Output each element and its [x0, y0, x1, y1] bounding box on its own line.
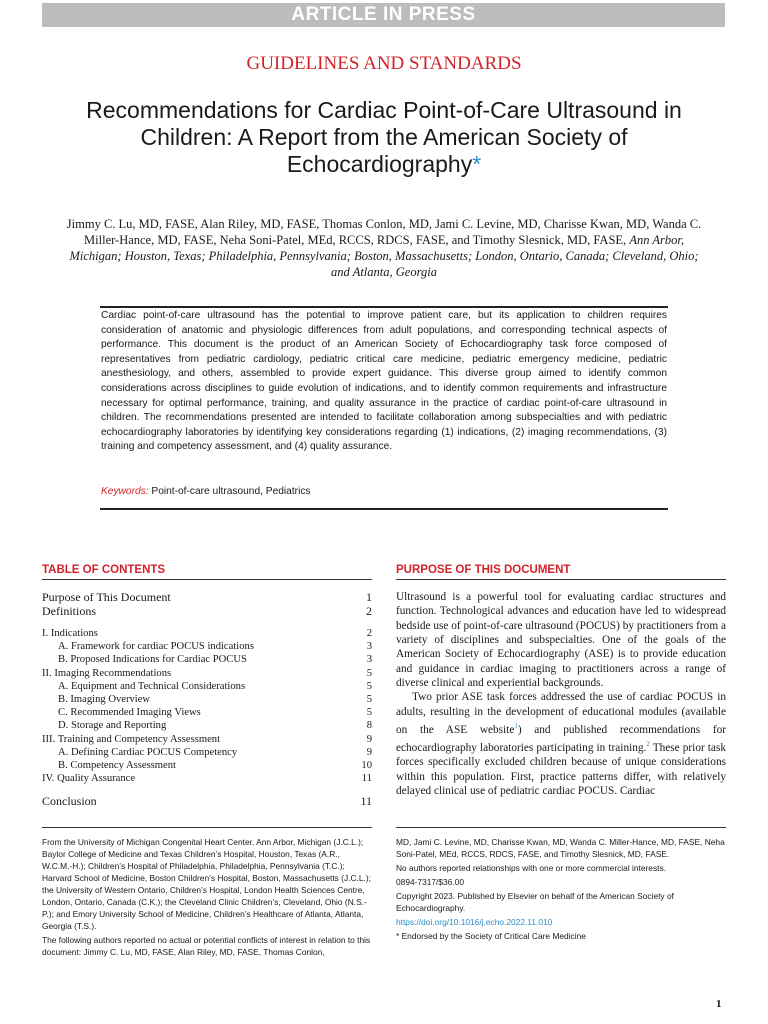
footnote-rule-right — [396, 827, 726, 828]
footnote-rule-left — [42, 827, 372, 828]
article-in-press-banner: ARTICLE IN PRESS — [42, 3, 725, 27]
doi-link[interactable]: https://doi.org/10.1016/j.echo.2022.11.010 — [396, 917, 553, 927]
footnotes-left — [42, 836, 372, 960]
author-names: Jimmy C. Lu, MD, FASE, Alan Riley, MD, FASE, Thomas Conlon, MD, Jami C. Levine, MD, Charisse Kwan, MD, Wanda C. Miller-Hance, MD, FASE, Neha Soni-Patel, MEd, RCCS, RDCS, FASE, and Timothy Slesnick, MD, FASE, — [66, 217, 702, 247]
page-number: 1 — [716, 998, 722, 1010]
toc-entry[interactable]: B. Proposed Indications for Cardiac POCUS 3 — [58, 654, 372, 666]
toc-entry[interactable]: Definitions 2 — [42, 604, 372, 618]
issn: 0894-7317/$36.00 — [396, 877, 464, 887]
toc-entry[interactable]: I. Indications 2 — [42, 628, 372, 639]
table-of-contents — [42, 590, 372, 808]
purpose-paragraph-2: Two prior ASE task forces addressed the use of cardiac POCUS in adults, resulting in the development of educational modules (available on the ASE website$^1$) and published recommendations for echocardiography laboratories participating in training.$^2$ These prior task forces specifically excluded children because of unique considerations within this population. First, practice patterns differ, with relatively delayed clinical use of pediatric cardiac POCUS. Cardiac — [396, 691, 726, 797]
abstract: Cardiac point-of-care ultrasound has the potential to improve patient care, but its application to children requires consideration of anatomic and physiologic differences from adult populations, and corresponding technical aspects of performance. This document is the product of an American Society of Echocardiography task force composed of representatives from pediatric cardiology, pediatric critical care medicine, pediatric emergency medicine, pediatric anesthesiology, and others, assembled to provide expert guidance. This diverse group aimed to identify common considerations across disciplines to guide evolution of indications, and to identify common requirements and infrastructure necessary for optimal performance, training, and quality assurance in the practice of cardiac point-of-care ultrasound in children. The recommendations presented are intended to facilitate collaboration among subspecialties and with pediatric echocardiography laboratories by identifying key considerations regarding (1) indications, (2) imaging recommendations, (3) training and competency assessment, and (4) quality assurance. — [101, 310, 667, 453]
toc-entry[interactable]: B. Competency Assessment 10 — [58, 760, 372, 772]
toc-heading: TABLE OF CONTENTS — [42, 564, 166, 576]
footnotes-right — [396, 836, 726, 944]
author-list — [60, 216, 708, 280]
author-locations: Ann Arbor, Michigan; Houston, Texas; Philadelphia, Pennsylvania; Boston, Massachusetts; London, Ontario, Canada; Cleveland, Ohio; and Atlanta, Georgia — [69, 233, 699, 279]
keywords — [101, 486, 667, 497]
abstract-top-rule — [100, 306, 668, 308]
abstract-bottom-rule — [100, 508, 668, 510]
purpose-heading: PURPOSE OF THIS DOCUMENT — [396, 564, 571, 576]
toc-entry[interactable]: B. Imaging Overview 5 — [58, 694, 372, 706]
purpose-heading-rule — [396, 579, 726, 580]
toc-entry[interactable]: IV. Quality Assurance 11 — [42, 773, 372, 785]
conflicts-footnote: The following authors reported no actual or potential conflicts of interest in relation to this document: Jimmy C. Lu, MD, FASE, Alan Riley, MD, FASE, Thomas Conlon, — [42, 935, 371, 957]
keywords-label: Keywords: — [101, 486, 149, 497]
toc-entry[interactable]: III. Training and Competency Assessment 9 — [42, 733, 372, 745]
no-relationships-note: No authors reported relationships with one or more commercial interests. — [396, 863, 666, 873]
title-footnote-mark[interactable]: * — [472, 151, 482, 177]
toc-entry[interactable]: A. Defining Cardiac POCUS Competency 9 — [58, 746, 372, 758]
copyright: Copyright 2023. Published by Elsevier on behalf of the American Society of Echocardiography. — [396, 891, 674, 913]
reference-link-1[interactable]: 1 — [514, 722, 518, 731]
purpose-paragraph-1: Ultrasound is a powerful tool for evaluating cardiac structures and function. Technological advances and education have led to widespread bedside use of point-of-care ultrasound (POCUS) by practitioners from a variety of disciplines and subspecialties. One of the goals of the American Society of Echocardiography (ASE) is to provide education and guidance in cardiac imaging to practitioners across a range of diverse clinical and experiential backgrounds. — [396, 591, 726, 690]
toc-entry[interactable]: A. Framework for cardiac POCUS indications 3 — [58, 641, 372, 653]
keywords-text: Point-of-care ultrasound, Pediatrics — [151, 486, 311, 497]
toc-entry[interactable]: Conclusion 11 — [42, 794, 372, 809]
toc-entry[interactable]: A. Equipment and Technical Considerations 5 — [58, 680, 372, 692]
affiliations-footnote: From the University of Michigan Congenital Heart Center, Ann Arbor, Michigan (J.C.L.); Baylor College of Medicine and Texas Children’s Hospital, Houston, Texas (A.R., W.C.M.-H.); Children’s Hospital of Philadelphia, Philadelphia, Pennsylvania (T.C.); Harvard School of Medicine, Boston Children’s Hospital, Boston, Massachusetts (J.C.L.); the University of Western Ontario, Children’s Hospital, London Health Sciences Centre, London, Ontario, Canada (C.K.); the Cleveland Clinic Children’s, Cleveland, Ohio (N.S.-P.); and Emory University School of Medicine, Children’s Healthcare of Atlanta, Atlanta, Georgia (T.S.). — [42, 837, 371, 931]
endorsement-note: * Endorsed by the Society of Critical Care Medicine — [396, 931, 586, 941]
reference-link-2[interactable]: 2 — [646, 740, 650, 749]
toc-entry[interactable]: Purpose of This Document 1 — [42, 590, 372, 604]
toc-heading-rule — [42, 579, 372, 580]
purpose-body — [396, 590, 726, 798]
toc-entry[interactable]: C. Recommended Imaging Views 5 — [58, 707, 372, 719]
article-title-text: Recommendations for Cardiac Point-of-Care Ultrasound in Children: A Report from the American Society of Echocardiography — [86, 97, 682, 177]
article-title — [60, 97, 708, 178]
conflicts-footnote-continued: MD, Jami C. Levine, MD, Charisse Kwan, MD, Wanda C. Miller-Hance, MD, FASE, Neha Soni-Patel, MEd, RCCS, RDCS, FASE, and Timothy Slesnick, MD, FASE. — [396, 837, 725, 859]
toc-entry[interactable]: D. Storage and Reporting 8 — [58, 720, 372, 732]
section-heading: GUIDELINES AND STANDARDS — [246, 53, 522, 74]
toc-entry[interactable]: II. Imaging Recommendations 5 — [42, 667, 372, 679]
